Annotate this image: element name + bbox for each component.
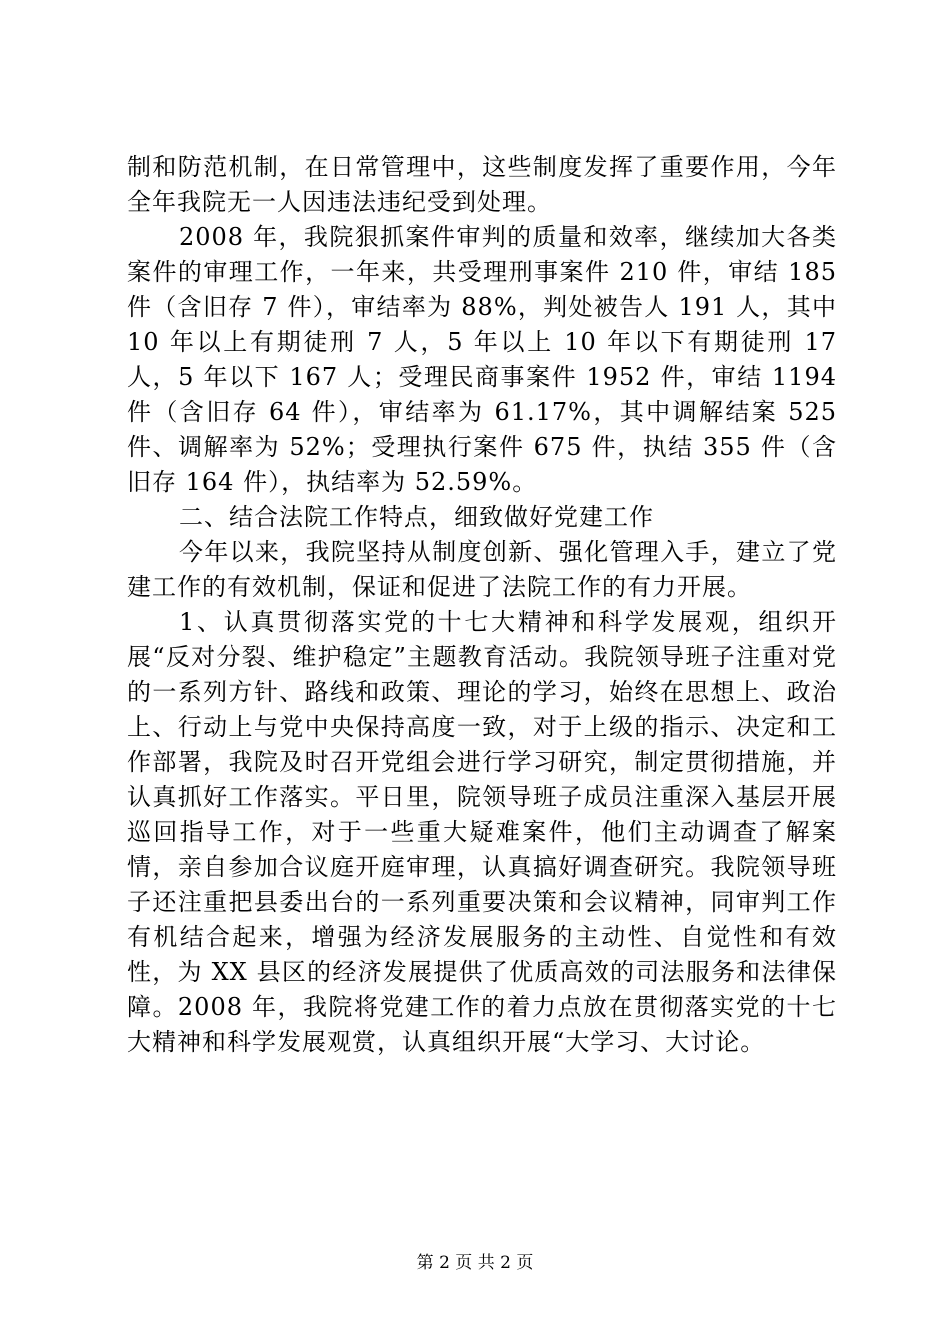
section-heading: 二、结合法院工作特点，细致做好党建工作 [179,503,654,531]
paragraph-continuation: 制和防范机制，在日常管理中，这些制度发挥了重要作用，今年全年我院无一人因违法违纪受到处理。 [127,153,837,216]
paragraph-case-statistics: 2008 年，我院狠抓案件审判的质量和效率，继续加大各类案件的审理工作，一年来，共受理刑事案件 210 件，审结 185 件（含旧存 7 件），审结率为 88%，判处被告人 191 人，其中 10 年以上有期徒刑 7 人，5 年以上 10 年以下有期徒刑 17 人，5 年以下 167 人；受理民商事案件 1952 件，审结 1194 件（含旧存 64 件），审结率为 61.17%，其中调解结案 525 件、调解率为 52%；受理执行案件 675 件，执结 355 件（含旧存 164 件），执结率为 52.59%。 [127,223,837,496]
paragraph-item-1: 1、认真贯彻落实党的十七大精神和科学发展观，组织开展“反对分裂、维护稳定”主题教育活动。我院领导班子注重对党的一系列方针、路线和政策、理论的学习，始终在思想上、政治上、行动上与党中央保持高度一致，对于上级的指示、决定和工作部署，我院及时召开党组会进行学习研究，制定贯彻措施，并认真抓好工作落实。平日里，院领导班子成员注重深入基层开展巡回指导工作，对于一些重大疑难案件，他们主动调查了解案情，亲自参加合议庭开庭审理，认真搞好调查研究。我院领导班子还注重把县委出台的一系列重要决策和会议精神，同审判工作有机结合起来，增强为经济发展服务的主动性、自觉性和有效性，为 XX 县区的经济发展提供了优质高效的司法服务和法律保障。2008 年，我院将党建工作的着力点放在贯彻落实党的十七大精神和科学发展观赏，认真组织开展“大学习、大讨论。 [127,608,837,1056]
page-footer: 第 2 页 共 2 页 [416,1253,534,1273]
paragraph-party-building-intro: 今年以来，我院坚持从制度创新、强化管理入手，建立了党建工作的有效机制，保证和促进了法院工作的有力开展。 [127,538,837,601]
document-body [127,150,837,1060]
